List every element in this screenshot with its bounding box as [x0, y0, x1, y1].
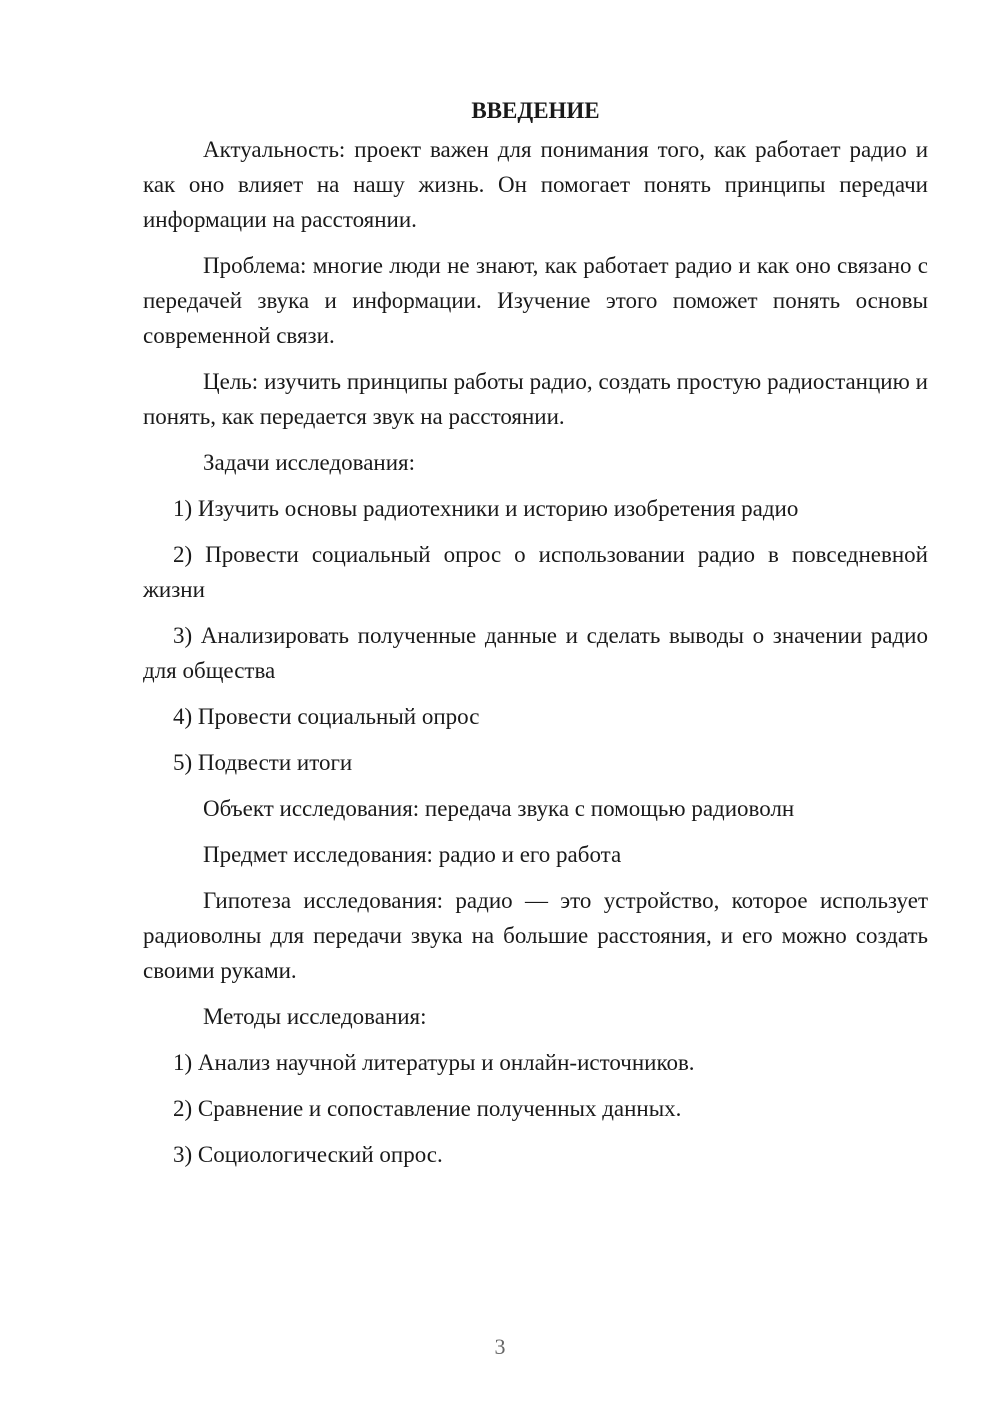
hypothesis-paragraph: Гипотеза исследования: радио — это устройство, которое использует радиоволны для передачи звука на большие расстояния, и его можно создать своими руками. — [143, 888, 928, 983]
tasks-title: Задачи исследования: — [203, 450, 416, 475]
problem-paragraph: Проблема: многие люди не знают, как работает радио и как оно связано с передачей звука и информации. Изучение этого поможет понять основы современной связи. — [143, 253, 928, 348]
methods-title: Методы исследования: — [203, 1004, 427, 1029]
object-paragraph: Объект исследования: передача звука с помощью радиоволн — [203, 796, 795, 821]
goal-paragraph: Цель: изучить принципы работы радио, создать простую радиостанцию и понять, как передается звук на расстоянии. — [143, 369, 928, 429]
page-number: 3 — [494, 1334, 506, 1359]
relevance-paragraph: Актуальность: проект важен для понимания того, как работает радио и как оно влияет на нашу жизнь. Он помогает понять принципы передачи информации на расстоянии. — [143, 137, 928, 232]
page-content — [143, 96, 928, 1183]
task-item: 4) Провести социальный опрос — [173, 704, 480, 729]
method-item: 2) Сравнение и сопоставление полученных данных. — [173, 1096, 682, 1121]
task-item: 2) Провести социальный опрос о использовании радио в повседневной жизни — [143, 542, 928, 602]
method-item: 3) Социологический опрос. — [173, 1142, 443, 1167]
subject-paragraph: Предмет исследования: радио и его работа — [203, 842, 622, 867]
task-item: 5) Подвести итоги — [173, 750, 353, 775]
task-item: 1) Изучить основы радиотехники и историю изобретения радио — [173, 496, 799, 521]
section-heading: ВВЕДЕНИЕ — [471, 98, 600, 123]
task-item: 3) Анализировать полученные данные и сделать выводы о значении радио для общества — [143, 623, 928, 683]
method-item: 1) Анализ научной литературы и онлайн-источников. — [173, 1050, 695, 1075]
